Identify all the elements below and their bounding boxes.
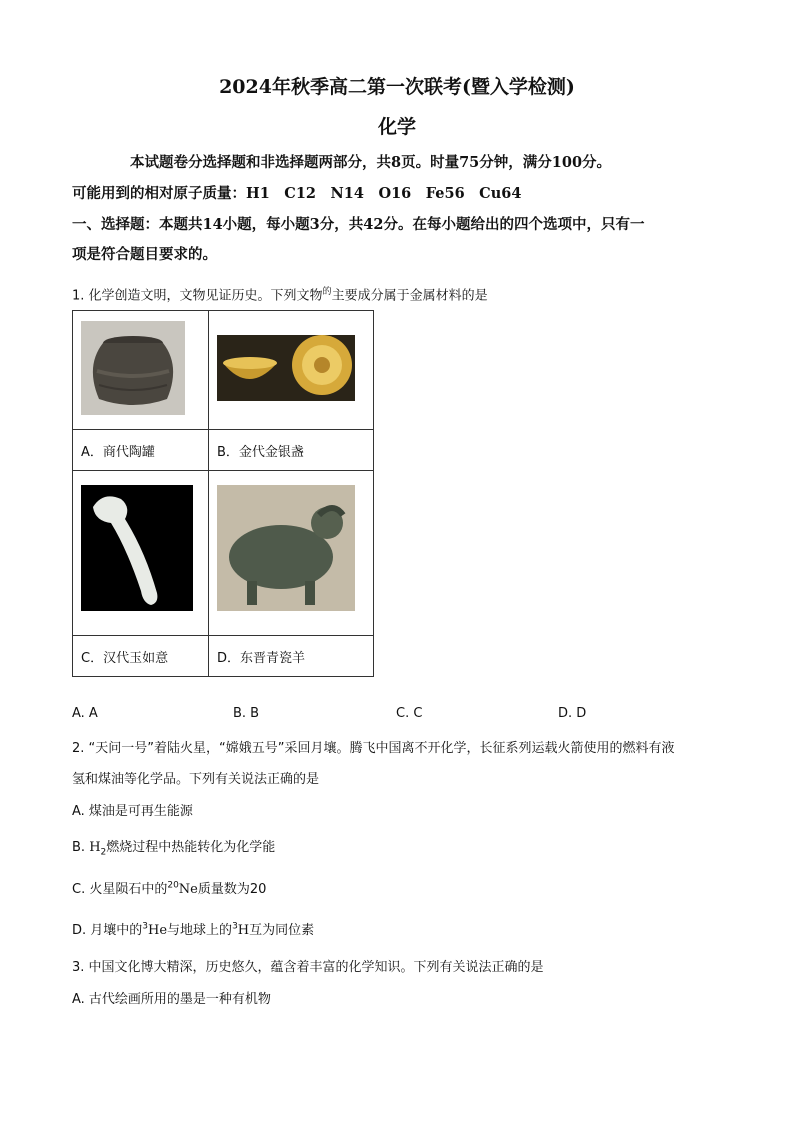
q2-option-d-mid: 与地球上的 [167, 923, 233, 938]
q1-option-a: A. A [72, 706, 98, 721]
q2-option-d-sup2: 3 [232, 921, 238, 932]
card-b-label: B．金代金银盏 [209, 430, 374, 471]
q2-option-b-element: H [89, 840, 101, 855]
celadon-sheep-icon [209, 471, 373, 631]
q2-option-b-subscript: 2 [100, 847, 107, 858]
card-c-label: C．汉代玉如意 [73, 636, 209, 677]
card-b-image-cell [209, 311, 374, 430]
card-d-image-cell [209, 471, 374, 636]
q2-option-b [72, 836, 275, 858]
q2-option-c-prefix: C. 火星陨石中的 [72, 882, 168, 897]
card-d-label: D．东晋青瓷羊 [209, 636, 374, 677]
q1-option-b: B. B [233, 706, 260, 721]
subject-title: 化学 [377, 116, 416, 138]
q2-option-a: A. 煤油是可再生能源 [72, 804, 193, 819]
q2-option-c-text: 质量数为20 [197, 882, 267, 897]
q3-option-a: A. 古代绘画所用的墨是一种有机物 [72, 992, 271, 1007]
card-a-image-cell [73, 311, 209, 430]
section-heading-line2: 项是符合题目要求的。 [72, 246, 217, 263]
exam-intro: 本试题卷分选择题和非选择题两部分，共8页。时量75分钟，满分100分。 [130, 154, 612, 171]
card-c-image-cell [73, 471, 209, 636]
q1-stem [72, 284, 488, 303]
q2-option-d-text: 互为同位素 [249, 923, 315, 938]
q1-option-d: D. D [558, 706, 587, 721]
exam-title: 2024年秋季高二第一次联考(暨入学检测) [219, 76, 575, 98]
pottery-jar-icon [73, 311, 208, 425]
q2-option-b-text: 燃烧过程中热能转化为化学能 [106, 840, 276, 855]
q2-option-d-sup1: 3 [142, 921, 149, 932]
card-a-label: A．商代陶罐 [73, 430, 209, 471]
q1-stem-mark: 的 [322, 287, 332, 297]
gold-cups-icon [209, 311, 373, 425]
q2-option-c-element: Ne [178, 882, 198, 897]
q3-stem: 3. 中国文化博大精深，历史悠久，蕴含着丰富的化学知识。下列有关说法正确的是 [72, 960, 544, 975]
q1-artifact-table [72, 310, 374, 677]
q2-option-c-sup: 20 [167, 880, 179, 891]
q2-option-b-prefix: B. [72, 840, 90, 855]
q1-option-c: C. C [396, 706, 423, 721]
q2-option-d-prefix: D. 月壤中的 [72, 923, 143, 938]
q2-option-d [72, 919, 314, 938]
jade-ruyi-icon [73, 471, 208, 631]
atomic-mass-line: 可能用到的相对原子质量：H1 C12 N14 O16 Fe56 Cu64 [72, 185, 522, 202]
q2-stem-line2: 氢和煤油等化学品。下列有关说法正确的是 [72, 772, 320, 787]
q1-stem-part1: 1. 化学创造文明，文物见证历史。下列文物 [72, 288, 323, 304]
section-heading-line1: 一、选择题：本题共14小题，每小题3分，共42分。在每小题给出的四个选项中，只有一 [72, 216, 645, 233]
q2-option-d-element2: H [237, 923, 250, 938]
q2-option-d-element1: He [148, 923, 168, 938]
q2-option-c [72, 878, 266, 897]
q1-stem-part2: 主要成分属于金属材料的是 [331, 288, 488, 304]
q2-stem-line1: 2. “天问一号”着陆火星，“嫦娥五号”采回月壤。腾飞中国离不开化学，长征系列运载火箭使用的燃料有液 [72, 741, 675, 756]
